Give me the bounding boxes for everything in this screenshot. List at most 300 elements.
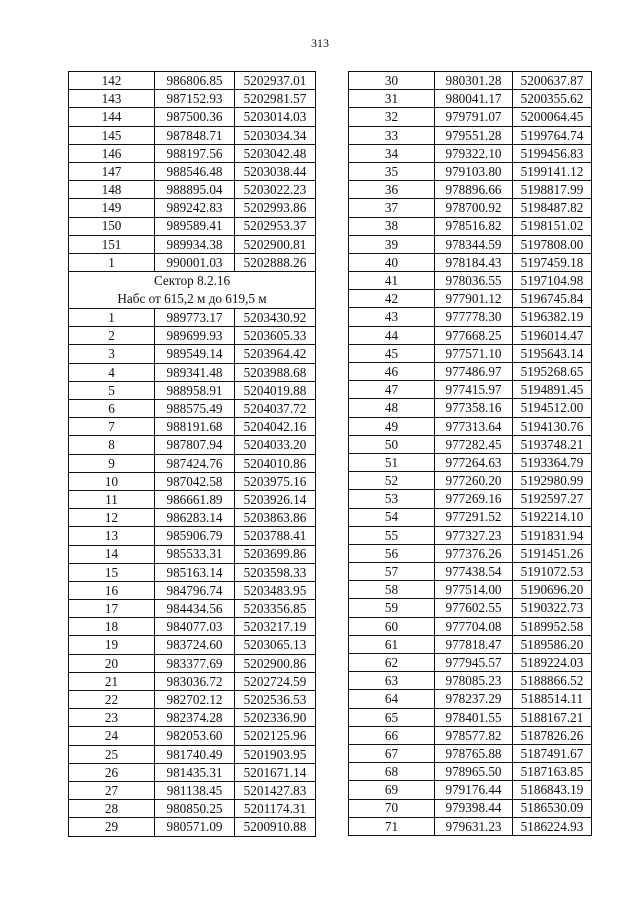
table-row [69,472,316,490]
y-coordinate-cell: 5203863.86 [235,509,316,527]
x-coordinate-cell: 987500.36 [155,108,235,126]
table-row [69,600,316,618]
x-coordinate-cell: 978237.29 [435,690,513,708]
y-coordinate-cell: 5191831.94 [513,526,592,544]
point-number-cell: 54 [349,508,435,526]
table-row [349,381,592,399]
x-coordinate-cell: 978700.92 [435,199,513,217]
y-coordinate-cell: 5194891.45 [513,381,592,399]
table-row [69,144,316,162]
table-row [349,726,592,744]
y-coordinate-cell: 5202724.59 [235,672,316,690]
point-number-cell: 7 [69,418,155,436]
point-number-cell: 14 [69,545,155,563]
table-row [349,544,592,562]
y-coordinate-cell: 5199456.83 [513,144,592,162]
y-coordinate-cell: 5191451.26 [513,544,592,562]
y-coordinate-cell: 5188866.52 [513,672,592,690]
point-number-cell: 67 [349,744,435,762]
point-number-cell: 68 [349,763,435,781]
point-number-cell: 10 [69,472,155,490]
y-coordinate-cell: 5194512.00 [513,399,592,417]
table-row [349,781,592,799]
x-coordinate-cell: 978577.82 [435,726,513,744]
table-row [349,799,592,817]
x-coordinate-cell: 977269.16 [435,490,513,508]
y-coordinate-cell: 5203217.19 [235,618,316,636]
y-coordinate-cell: 5187163.85 [513,763,592,781]
y-coordinate-cell: 5188167.21 [513,708,592,726]
table-row [69,108,316,126]
table-row [69,418,316,436]
point-number-cell: 151 [69,235,155,253]
point-number-cell: 11 [69,490,155,508]
y-coordinate-cell: 5203065.13 [235,636,316,654]
y-coordinate-cell: 5197104.98 [513,272,592,290]
y-coordinate-cell: 5186530.09 [513,799,592,817]
table-row [349,363,592,381]
x-coordinate-cell: 978965.50 [435,763,513,781]
y-coordinate-cell: 5186843.19 [513,781,592,799]
point-number-cell: 58 [349,581,435,599]
point-number-cell: 63 [349,672,435,690]
y-coordinate-cell: 5201903.95 [235,745,316,763]
table-row [349,708,592,726]
point-number-cell: 25 [69,745,155,763]
point-number-cell: 144 [69,108,155,126]
table-row [349,181,592,199]
table-row [349,344,592,362]
y-coordinate-cell: 5202125.96 [235,727,316,745]
table-row [69,691,316,709]
point-number-cell: 20 [69,654,155,672]
y-coordinate-cell: 5189224.03 [513,654,592,672]
point-number-cell: 15 [69,563,155,581]
table-row [349,308,592,326]
y-coordinate-cell: 5187826.26 [513,726,592,744]
y-coordinate-cell: 5196014.47 [513,326,592,344]
x-coordinate-cell: 977327.23 [435,526,513,544]
point-number-cell: 1 [69,309,155,327]
x-coordinate-cell: 977376.26 [435,544,513,562]
y-coordinate-cell: 5192214.10 [513,508,592,526]
table-row [349,526,592,544]
left-coordinates-table [68,71,316,837]
x-coordinate-cell: 988895.04 [155,181,235,199]
point-number-cell: 22 [69,691,155,709]
point-number-cell: 28 [69,800,155,818]
x-coordinate-cell: 978516.82 [435,217,513,235]
point-number-cell: 57 [349,563,435,581]
y-coordinate-cell: 5200064.45 [513,108,592,126]
table-row [349,744,592,762]
point-number-cell: 6 [69,400,155,418]
x-coordinate-cell: 978344.59 [435,235,513,253]
y-coordinate-cell: 5198151.02 [513,217,592,235]
point-number-cell: 33 [349,126,435,144]
table-row [69,745,316,763]
x-coordinate-cell: 984077.03 [155,618,235,636]
table-row [69,235,316,253]
table-row [69,618,316,636]
x-coordinate-cell: 977668.25 [435,326,513,344]
x-coordinate-cell: 980571.09 [155,818,235,836]
table-row [69,345,316,363]
y-coordinate-cell: 5204033.20 [235,436,316,454]
table-row [69,727,316,745]
table-row [349,126,592,144]
section-subtitle: Набс от 615,2 м до 619,5 м [117,291,267,307]
table-row [349,253,592,271]
x-coordinate-cell: 977260.20 [435,472,513,490]
x-coordinate-cell: 989934.38 [155,235,235,253]
y-coordinate-cell: 5196745.84 [513,290,592,308]
x-coordinate-cell: 982374.28 [155,709,235,727]
x-coordinate-cell: 979551.28 [435,126,513,144]
point-number-cell: 55 [349,526,435,544]
x-coordinate-cell: 982702.12 [155,691,235,709]
point-number-cell: 13 [69,527,155,545]
table-row [349,162,592,180]
point-number-cell: 3 [69,345,155,363]
y-coordinate-cell: 5195643.14 [513,344,592,362]
table-row [69,126,316,144]
point-number-cell: 35 [349,162,435,180]
x-coordinate-cell: 980850.25 [155,800,235,818]
x-coordinate-cell: 985906.79 [155,527,235,545]
x-coordinate-cell: 978896.66 [435,181,513,199]
point-number-cell: 37 [349,199,435,217]
point-number-cell: 66 [349,726,435,744]
y-coordinate-cell: 5203605.33 [235,327,316,345]
y-coordinate-cell: 5193748.21 [513,435,592,453]
point-number-cell: 8 [69,436,155,454]
x-coordinate-cell: 986806.85 [155,72,235,90]
x-coordinate-cell: 979176.44 [435,781,513,799]
point-number-cell: 4 [69,363,155,381]
x-coordinate-cell: 984796.74 [155,581,235,599]
y-coordinate-cell: 5201671.14 [235,763,316,781]
y-coordinate-cell: 5203022.23 [235,181,316,199]
y-coordinate-cell: 5204037.72 [235,400,316,418]
point-number-cell: 64 [349,690,435,708]
y-coordinate-cell: 5187491.67 [513,744,592,762]
x-coordinate-cell: 977778.30 [435,308,513,326]
y-coordinate-cell: 5203483.95 [235,581,316,599]
left-table-rows-after [69,309,316,836]
point-number-cell: 150 [69,217,155,235]
point-number-cell: 23 [69,709,155,727]
table-row [349,108,592,126]
point-number-cell: 145 [69,126,155,144]
x-coordinate-cell: 985163.14 [155,563,235,581]
y-coordinate-cell: 5192980.99 [513,472,592,490]
x-coordinate-cell: 983036.72 [155,672,235,690]
x-coordinate-cell: 982053.60 [155,727,235,745]
x-coordinate-cell: 986661.89 [155,490,235,508]
point-number-cell: 62 [349,654,435,672]
table-row [69,363,316,381]
table-row [349,90,592,108]
point-number-cell: 2 [69,327,155,345]
point-number-cell: 71 [349,817,435,835]
y-coordinate-cell: 5202953.37 [235,217,316,235]
table-row [69,217,316,235]
table-row [349,399,592,417]
table-row [69,527,316,545]
table-row [349,290,592,308]
table-row [349,763,592,781]
table-row [69,181,316,199]
x-coordinate-cell: 978184.43 [435,253,513,271]
point-number-cell: 50 [349,435,435,453]
x-coordinate-cell: 979398.44 [435,799,513,817]
y-coordinate-cell: 5202888.26 [235,253,316,271]
y-coordinate-cell: 5190322.73 [513,599,592,617]
x-coordinate-cell: 977291.52 [435,508,513,526]
y-coordinate-cell: 5203699.86 [235,545,316,563]
y-coordinate-cell: 5195268.65 [513,363,592,381]
table-row [69,636,316,654]
point-number-cell: 36 [349,181,435,199]
y-coordinate-cell: 5203788.41 [235,527,316,545]
point-number-cell: 148 [69,181,155,199]
point-number-cell: 31 [349,90,435,108]
point-number-cell: 59 [349,599,435,617]
point-number-cell: 53 [349,490,435,508]
point-number-cell: 43 [349,308,435,326]
point-number-cell: 147 [69,162,155,180]
point-number-cell: 52 [349,472,435,490]
x-coordinate-cell: 983724.60 [155,636,235,654]
table-row [69,454,316,472]
y-coordinate-cell: 5194130.76 [513,417,592,435]
table-row [69,490,316,508]
x-coordinate-cell: 977358.16 [435,399,513,417]
y-coordinate-cell: 5201174.31 [235,800,316,818]
x-coordinate-cell: 987807.94 [155,436,235,454]
point-number-cell: 69 [349,781,435,799]
table-row [69,781,316,799]
point-number-cell: 149 [69,199,155,217]
y-coordinate-cell: 5196382.19 [513,308,592,326]
x-coordinate-cell: 987424.76 [155,454,235,472]
table-row [69,309,316,327]
point-number-cell: 32 [349,108,435,126]
section-header-cell [69,272,316,309]
point-number-cell: 42 [349,290,435,308]
table-row [349,472,592,490]
y-coordinate-cell: 5203042.48 [235,144,316,162]
page-number: 313 [311,36,329,50]
point-number-cell: 46 [349,363,435,381]
point-number-cell: 45 [349,344,435,362]
x-coordinate-cell: 981138.45 [155,781,235,799]
table-row [349,817,592,835]
table-row [349,563,592,581]
right-coordinates-table [348,71,592,836]
table-row [349,599,592,617]
table-row [69,72,316,90]
y-coordinate-cell: 5189952.58 [513,617,592,635]
point-number-cell: 29 [69,818,155,836]
point-number-cell: 21 [69,672,155,690]
table-row [69,545,316,563]
table-row [349,635,592,653]
y-coordinate-cell: 5203926.14 [235,490,316,508]
table-row [69,800,316,818]
table-row [349,581,592,599]
x-coordinate-cell: 978036.55 [435,272,513,290]
table-row [349,144,592,162]
y-coordinate-cell: 5190696.20 [513,581,592,599]
x-coordinate-cell: 985533.31 [155,545,235,563]
x-coordinate-cell: 986283.14 [155,509,235,527]
x-coordinate-cell: 977704.08 [435,617,513,635]
table-row [69,436,316,454]
point-number-cell: 146 [69,144,155,162]
table-row [349,72,592,90]
y-coordinate-cell: 5202900.86 [235,654,316,672]
x-coordinate-cell: 980301.28 [435,72,513,90]
x-coordinate-cell: 988197.56 [155,144,235,162]
point-number-cell: 18 [69,618,155,636]
y-coordinate-cell: 5204010.86 [235,454,316,472]
point-number-cell: 48 [349,399,435,417]
x-coordinate-cell: 987042.58 [155,472,235,490]
x-coordinate-cell: 989242.83 [155,199,235,217]
table-row [349,508,592,526]
x-coordinate-cell: 977313.64 [435,417,513,435]
table-row [349,490,592,508]
y-coordinate-cell: 5201427.83 [235,781,316,799]
y-coordinate-cell: 5203988.68 [235,363,316,381]
point-number-cell: 34 [349,144,435,162]
table-row [69,581,316,599]
table-row [349,235,592,253]
x-coordinate-cell: 977901.12 [435,290,513,308]
table-row [349,417,592,435]
y-coordinate-cell: 5200910.88 [235,818,316,836]
right-table-rows [349,72,592,836]
point-number-cell: 38 [349,217,435,235]
point-number-cell: 39 [349,235,435,253]
table-row [69,400,316,418]
y-coordinate-cell: 5200637.87 [513,72,592,90]
point-number-cell: 47 [349,381,435,399]
y-coordinate-cell: 5203038.44 [235,162,316,180]
x-coordinate-cell: 977818.47 [435,635,513,653]
table-row [349,217,592,235]
table-row [349,435,592,453]
left-table-section [69,272,316,309]
point-number-cell: 12 [69,509,155,527]
y-coordinate-cell: 5197808.00 [513,235,592,253]
point-number-cell: 41 [349,272,435,290]
x-coordinate-cell: 984434.56 [155,600,235,618]
table-row [69,654,316,672]
x-coordinate-cell: 979103.80 [435,162,513,180]
y-coordinate-cell: 5203598.33 [235,563,316,581]
x-coordinate-cell: 978085.23 [435,672,513,690]
x-coordinate-cell: 977264.63 [435,453,513,471]
table-row [69,763,316,781]
x-coordinate-cell: 989773.17 [155,309,235,327]
y-coordinate-cell: 5186224.93 [513,817,592,835]
x-coordinate-cell: 989699.93 [155,327,235,345]
y-coordinate-cell: 5202336.90 [235,709,316,727]
x-coordinate-cell: 988191.68 [155,418,235,436]
y-coordinate-cell: 5203356.85 [235,600,316,618]
y-coordinate-cell: 5202937.01 [235,72,316,90]
point-number-cell: 30 [349,72,435,90]
point-number-cell: 143 [69,90,155,108]
point-number-cell: 5 [69,381,155,399]
point-number-cell: 27 [69,781,155,799]
table-row [69,199,316,217]
x-coordinate-cell: 979322.10 [435,144,513,162]
section-header-row [69,272,316,309]
x-coordinate-cell: 978401.55 [435,708,513,726]
x-coordinate-cell: 977602.55 [435,599,513,617]
x-coordinate-cell: 988575.49 [155,400,235,418]
x-coordinate-cell: 977282.45 [435,435,513,453]
y-coordinate-cell: 5199764.74 [513,126,592,144]
table-row [69,381,316,399]
table-row [349,654,592,672]
table-row [349,326,592,344]
x-coordinate-cell: 990001.03 [155,253,235,271]
x-coordinate-cell: 977945.57 [435,654,513,672]
table-row [69,672,316,690]
x-coordinate-cell: 988546.48 [155,162,235,180]
y-coordinate-cell: 5203034.34 [235,126,316,144]
table-row [69,563,316,581]
point-number-cell: 1 [69,253,155,271]
y-coordinate-cell: 5204019.88 [235,381,316,399]
y-coordinate-cell: 5202981.57 [235,90,316,108]
y-coordinate-cell: 5204042.16 [235,418,316,436]
y-coordinate-cell: 5191072.53 [513,563,592,581]
y-coordinate-cell: 5197459.18 [513,253,592,271]
table-row [349,690,592,708]
section-title: Сектор 8.2.16 [153,273,231,289]
left-table-rows-before [69,72,316,272]
x-coordinate-cell: 980041.17 [435,90,513,108]
x-coordinate-cell: 977415.97 [435,381,513,399]
table-row [69,818,316,836]
point-number-cell: 24 [69,727,155,745]
table-row [69,90,316,108]
point-number-cell: 16 [69,581,155,599]
y-coordinate-cell: 5189586.20 [513,635,592,653]
x-coordinate-cell: 989549.14 [155,345,235,363]
x-coordinate-cell: 979631.23 [435,817,513,835]
table-row [349,453,592,471]
point-number-cell: 60 [349,617,435,635]
x-coordinate-cell: 977514.00 [435,581,513,599]
x-coordinate-cell: 983377.69 [155,654,235,672]
table-row [349,672,592,690]
y-coordinate-cell: 5199141.12 [513,162,592,180]
point-number-cell: 65 [349,708,435,726]
y-coordinate-cell: 5198487.82 [513,199,592,217]
x-coordinate-cell: 977438.54 [435,563,513,581]
point-number-cell: 44 [349,326,435,344]
point-number-cell: 61 [349,635,435,653]
x-coordinate-cell: 977571.10 [435,344,513,362]
y-coordinate-cell: 5203014.03 [235,108,316,126]
